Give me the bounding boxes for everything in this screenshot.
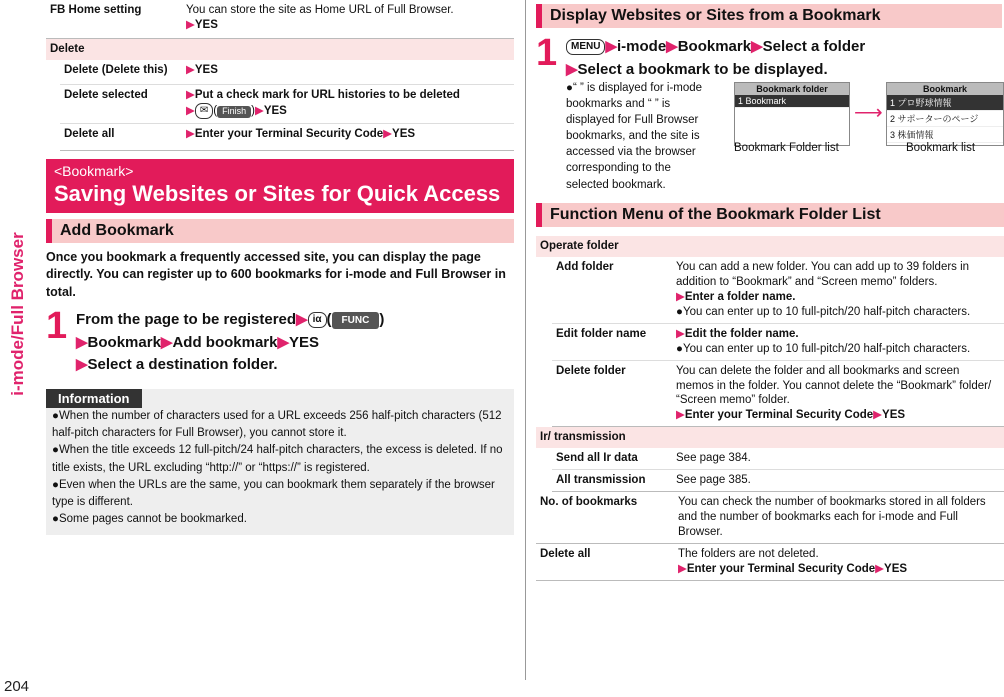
top-function-table [46, 0, 514, 151]
step-number: 1 [536, 32, 558, 74]
delete-all-action: ▶Enter your Terminal Security Code▶YES [186, 127, 416, 140]
bookmark-list-screen: Bookmark 1 プロ野球情報 2 サポーターのページ 3 株価情報 [886, 82, 1004, 146]
delete-selected-label: Delete selected [64, 88, 148, 101]
right-column [536, 4, 1002, 575]
screen1-caption: Bookmark Folder list [734, 142, 839, 154]
delete-label: Delete [46, 39, 514, 60]
fb-home-desc: You can store the site as Home URL of Full Browser. ▶YES [186, 4, 454, 31]
information-title: Information [46, 389, 142, 408]
information-box [46, 389, 514, 535]
step-number: 1 [46, 305, 68, 348]
side-tab-label: i-mode/Full Browser [8, 232, 27, 396]
no-bookmarks-desc: You can check the number of bookmarks stored in all folders and the number of bookmarks each for i-mode and Full Browser. [678, 496, 986, 538]
column-divider [525, 0, 526, 680]
ir-transmission-label: Ir/ transmission [536, 427, 1004, 448]
bookmark-header-small: <Bookmark> [46, 159, 514, 179]
edit-folder-desc: ▶Edit the folder name. ●You can enter up to 10 full-pitch/20 half-pitch characters. [676, 327, 971, 355]
bookmark-folder-screen: Bookmark folder 1 Bookmark [734, 82, 850, 146]
add-bookmark-intro: Once you bookmark a frequently accessed site, you can display the page directly. You can register up to 600 bookmarks for i-mode and Full Browser in total. [46, 249, 506, 299]
delete-folder-desc: You can delete the folder and all bookmarks and screen memos in the folder. You cannot delete the “Bookmark” folder/ “Screen memo” folder. ▶Enter your Terminal Security Code▶YES [676, 364, 992, 422]
fb-home-label: FB Home setting [50, 4, 142, 16]
send-all-ir-label: Send all Ir data [556, 452, 638, 465]
bookmark-header [46, 159, 514, 213]
all-transmission-label: All transmission [556, 474, 646, 487]
all-transmission-desc: See page 385. [676, 474, 751, 487]
display-section-title: Display Websites or Sites from a Bookmark [536, 4, 1002, 28]
delete-this-label: Delete (Delete this) [64, 63, 168, 76]
info-item: ●Even when the URLs are the same, you can bookmark them separately if the browser type is different. [52, 478, 495, 509]
add-folder-desc: You can add a new folder. You can add up to 39 folders in addition to “Bookmark” and “Screen memo” folders. ▶Enter a folder name. ●You can enter up to 10 full-pitch/20 half-pitch characters. [676, 260, 971, 318]
add-bookmark-title: Add Bookmark [46, 219, 514, 243]
info-item: ●When the number of characters used for a URL exceeds 256 half-pitch characters (512 half-pitch characters for Full Browser), you cannot store it. [52, 409, 502, 440]
bookmark-header-big: Saving Websites or Sites for Quick Access [46, 179, 514, 213]
send-all-ir-desc: See page 384. [676, 452, 751, 465]
delete-this-action: ▶YES [186, 63, 218, 76]
i-alpha-key-icon: iα [308, 312, 327, 328]
info-item: ●When the title exceeds 12 full-pitch/24 half-pitch characters, the excess is deleted. If no title exists, the URL excluding “http://” or “https://” is registered. [52, 444, 503, 474]
delete-selected-action: ▶Put a check mark for URL histories to be deleted ▶ ✉ ( Finish )▶YES [186, 88, 460, 117]
no-bookmarks-label: No. of bookmarks [540, 496, 638, 509]
display-note: ●“ ” is displayed for i-mode bookmarks and “ ” is displayed for Full Browser bookmarks, and the site is accessed via the browser corresponding to the selected bookmark. [566, 82, 703, 191]
arrow-right-icon: ⟶ [854, 102, 883, 124]
side-tab [0, 200, 32, 440]
delete-all-label: Delete all [64, 127, 115, 140]
screen2-caption: Bookmark list [906, 142, 976, 154]
mail-key-icon: ✉ [195, 103, 213, 119]
func-key-icon: FUNC [332, 312, 380, 329]
function-menu-title: Function Menu of the Bookmark Folder List [536, 203, 1004, 227]
edit-folder-label: Edit folder name [556, 327, 647, 340]
display-step: 1 MENU ▶i-mode▶Bookmark▶Select a folder ▶Select a bookmark to be displayed. [536, 32, 866, 78]
delete-all-bm-label: Delete all [540, 547, 591, 560]
add-bookmark-step: 1 From the page to be registered▶ iα ( FUNC ) ▶Bookmark▶Add bookmark▶YES ▶Select a destination folder. [46, 305, 385, 374]
left-column [46, 0, 514, 535]
folder-function-table [536, 236, 1004, 581]
delete-folder-label: Delete folder [556, 364, 626, 377]
menu-key-icon: MENU [566, 39, 605, 55]
page-number: 204 [4, 678, 30, 695]
info-item: ●Some pages cannot be bookmarked. [52, 513, 247, 526]
delete-all-bm-desc: The folders are not deleted. ▶Enter your Terminal Security Code▶YES [678, 547, 908, 575]
add-folder-label: Add folder [556, 260, 614, 273]
operate-folder-label: Operate folder [536, 236, 1004, 257]
